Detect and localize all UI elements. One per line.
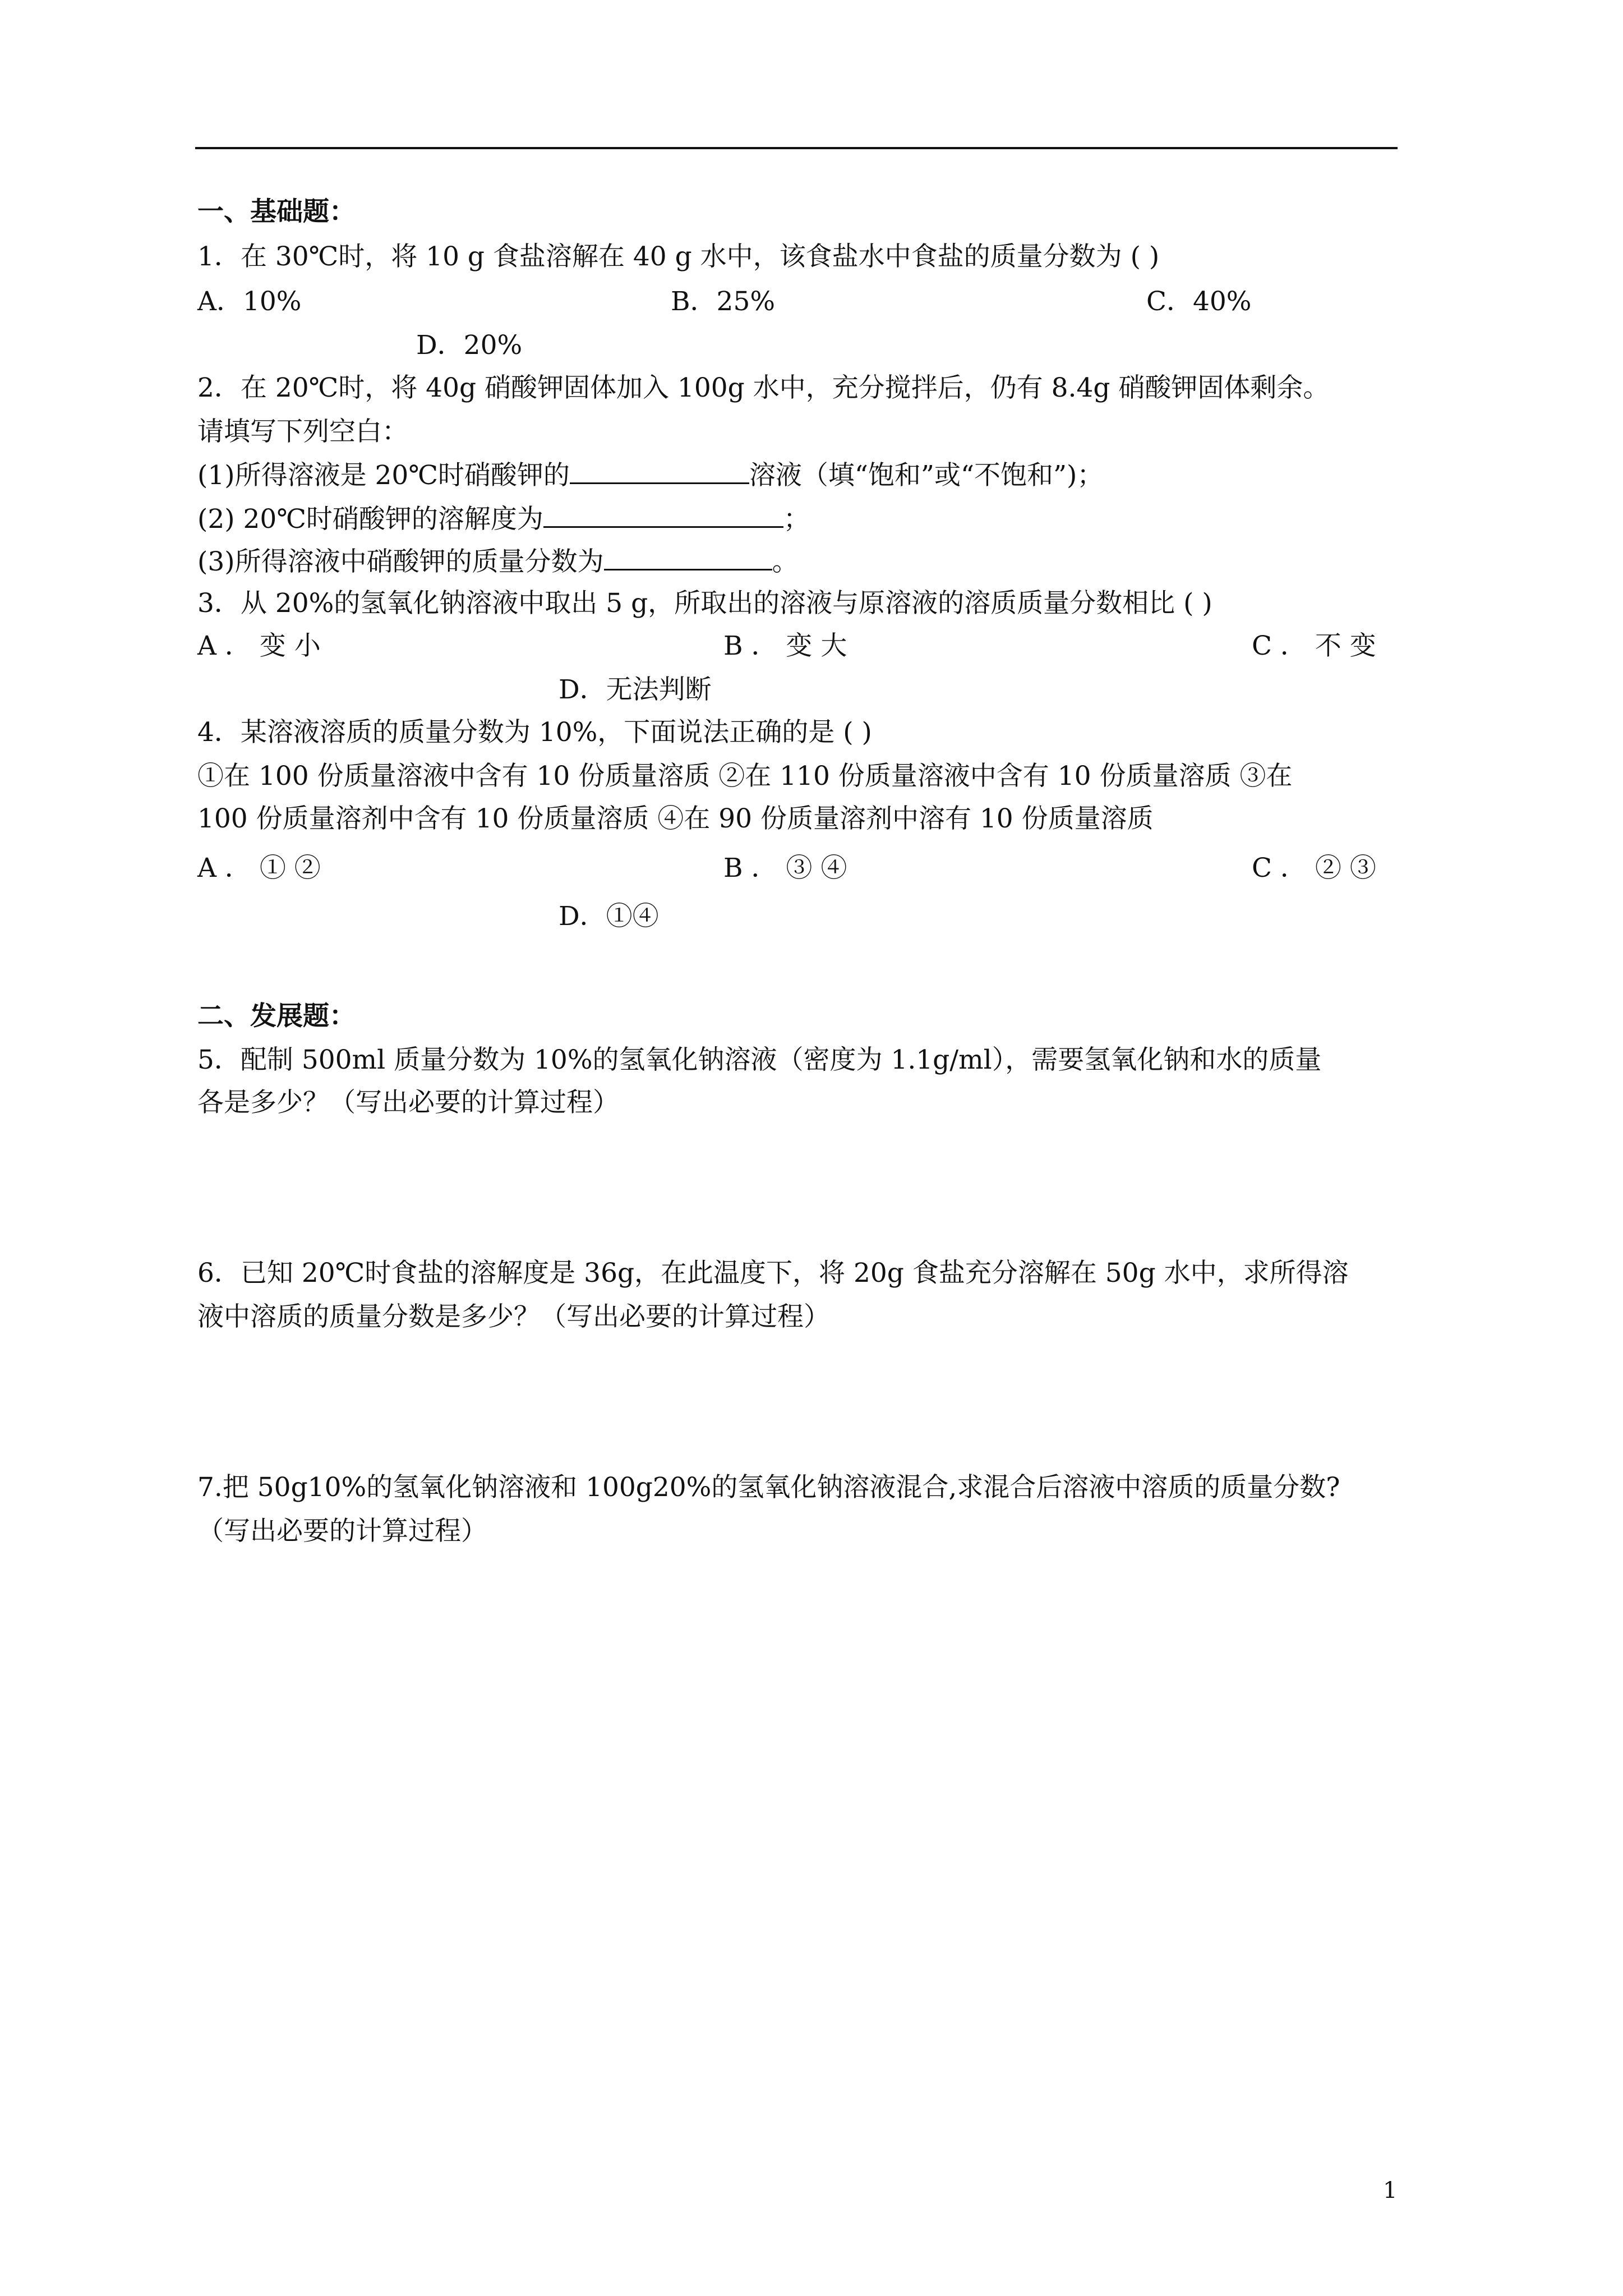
q2-sub1-text: (1)所得溶液是 20℃时硝酸钾的 xyxy=(197,460,570,491)
q4-option-b: B ． ③ ④ xyxy=(723,853,847,884)
q2-stem-line2: 请填写下列空白： xyxy=(197,416,408,447)
q5-line2: 各是多少？（写出必要的计算过程） xyxy=(197,1087,619,1118)
q1-option-c: C．40% xyxy=(1146,286,1252,317)
q2-sub3-text: (3)所得溶液中硝酸钾的质量分数为 xyxy=(197,546,604,577)
q1-option-a: A．10% xyxy=(197,286,302,317)
q2-sub1-blank[interactable] xyxy=(570,458,749,484)
section1-heading: 一、基础题： xyxy=(197,196,356,227)
q3-option-b: B ． 变 大 xyxy=(723,631,847,661)
q1-option-b: B．25% xyxy=(671,286,776,317)
q3-option-c: C ． 不 变 xyxy=(1252,631,1376,661)
q2-sub2-suffix: ； xyxy=(783,504,810,535)
q4-statement-line2: 100 份质量溶剂中含有 10 份质量溶质 ④在 90 份质量溶剂中溶有 10 份质量溶质 xyxy=(197,803,1154,834)
q3-stem: 3．从 20%的氢氧化钠溶液中取出 5 g，所取出的溶液与原溶液的溶质质量分数相比 ( ) xyxy=(197,588,1212,619)
q6-line2: 液中溶质的质量分数是多少？（写出必要的计算过程） xyxy=(197,1301,830,1332)
q7-line1: 7.把 50g10%的氢氧化钠溶液和 100g20%的氢氧化钠溶液混合,求混合后溶液中溶质的质量分数? xyxy=(197,1472,1340,1503)
q4-option-d: D．①④ xyxy=(559,901,659,932)
q5-line1: 5．配制 500ml 质量分数为 10%的氢氧化钠溶液（密度为 1.1g/ml），需要氢氧化钠和水的质量 xyxy=(197,1045,1322,1075)
q2-sub3 xyxy=(197,544,799,579)
q6-line1: 6．已知 20℃时食盐的溶解度是 36g，在此温度下，将 20g 食盐充分溶解在 50g 水中，求所得溶 xyxy=(197,1258,1349,1289)
q2-sub3-blank[interactable] xyxy=(604,544,772,570)
q4-option-a: A ． ① ② xyxy=(197,853,321,884)
q2-sub2-blank[interactable] xyxy=(543,501,783,528)
q1-stem: 1．在 30℃时，将 10 g 食盐溶解在 40 g 水中，该食盐水中食盐的质量分数为 ( ) xyxy=(197,241,1160,272)
q4-stem: 4．某溶液溶质的质量分数为 10%，下面说法正确的是 ( ) xyxy=(197,717,872,748)
q4-option-c: C ． ② ③ xyxy=(1252,853,1376,884)
q7-line2: （写出必要的计算过程） xyxy=(197,1516,487,1547)
q4-statement-line1: ①在 100 份质量溶液中含有 10 份质量溶质 ②在 110 份质量溶液中含有 10 份质量溶质 ③在 xyxy=(197,761,1293,792)
q2-sub1 xyxy=(197,458,1103,493)
header-rule xyxy=(195,147,1398,149)
section2-heading: 二、发展题： xyxy=(197,1001,356,1032)
q3-option-a: A ． 变 小 xyxy=(197,631,321,661)
q2-sub2-text: (2) 20℃时硝酸钾的溶解度为 xyxy=(197,504,543,535)
q2-sub1-suffix: 溶液（填“饱和”或“不饱和”)； xyxy=(749,460,1104,491)
q1-option-d: D．20% xyxy=(416,330,523,361)
q2-sub2 xyxy=(197,501,810,536)
q3-option-d: D．无法判断 xyxy=(559,674,712,705)
q2-stem-line1: 2．在 20℃时，将 40g 硝酸钾固体加入 100g 水中，充分搅拌后，仍有 8.4g 硝酸钾固体剩余。 xyxy=(197,372,1330,403)
q2-sub3-suffix: 。 xyxy=(772,546,799,577)
page-number: 1 xyxy=(1383,2178,1398,2203)
